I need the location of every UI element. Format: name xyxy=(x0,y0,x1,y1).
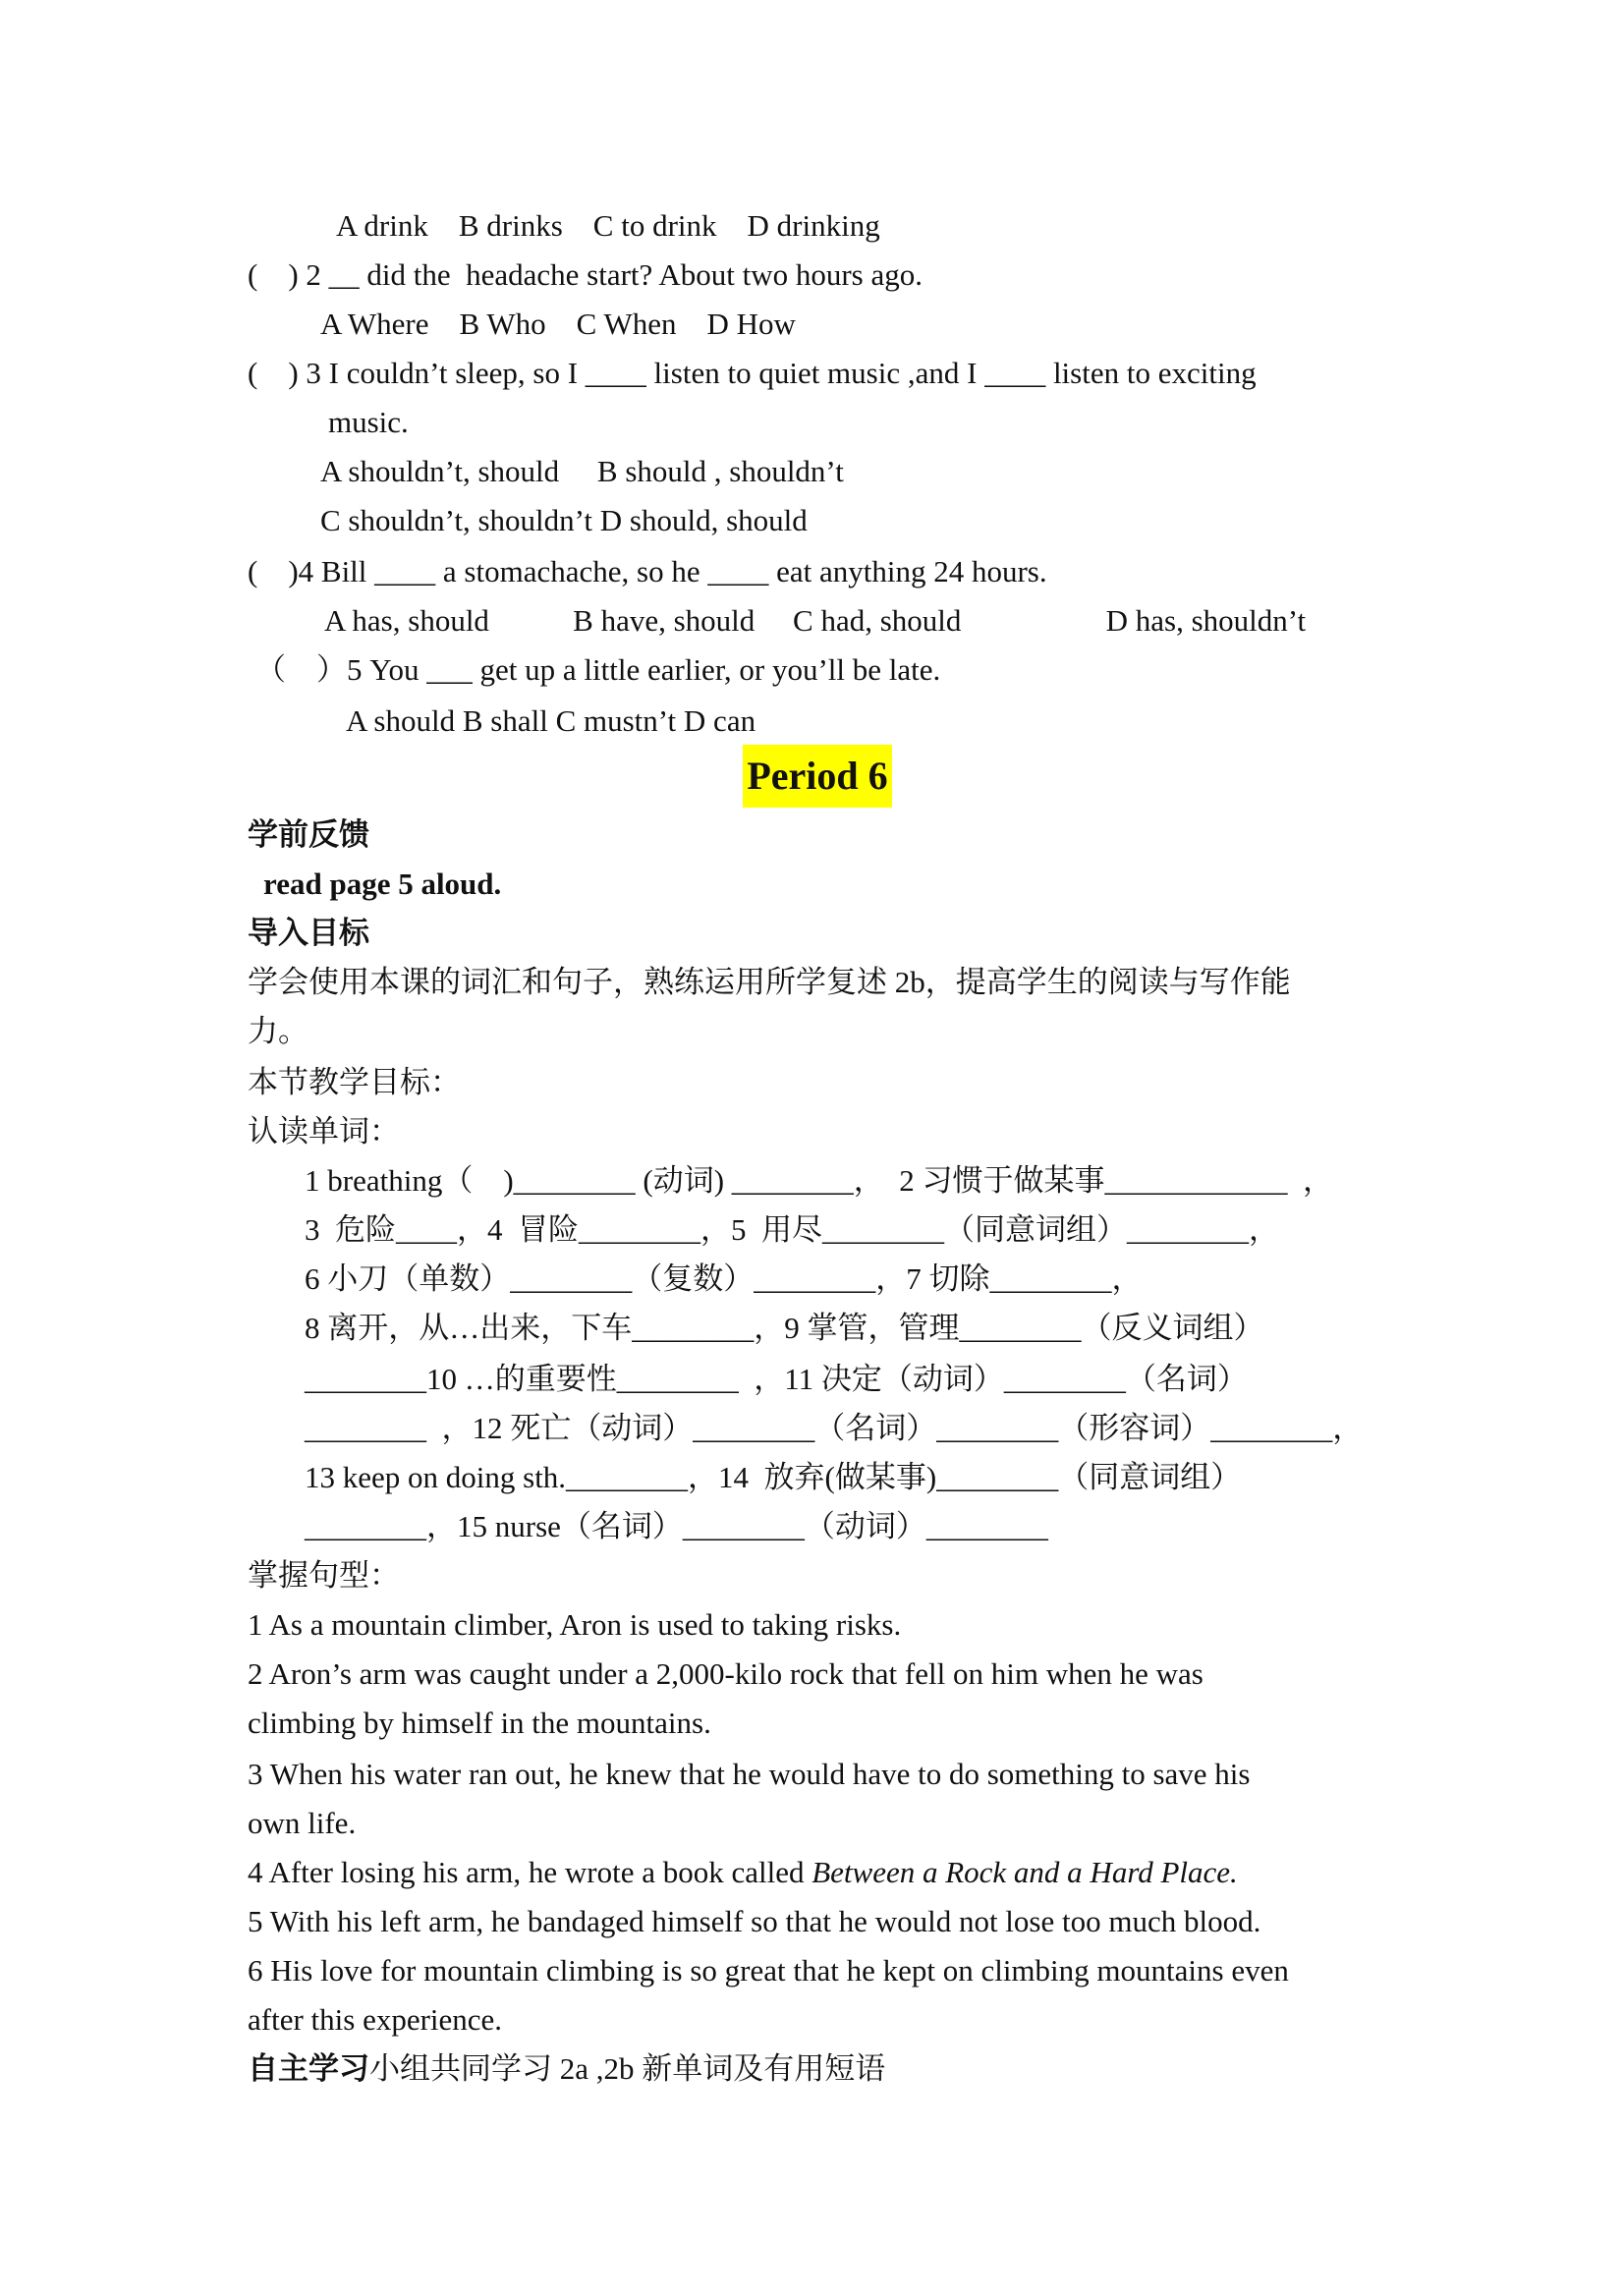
sentence-3-line1: 3 When his water ran out, he knew that he would have to do something to save his xyxy=(248,1757,1251,1791)
q2-stem: ( ) 2 __ did the headache start? About two hours ago. xyxy=(248,257,923,292)
vocab-line: 3 危险____，4 冒险________，5 用尽________（同意词组）________， xyxy=(305,1212,1279,1247)
q3-stem-continued: music. xyxy=(328,405,409,439)
q3-options-line2: C shouldn’t, shouldn’t D should, should xyxy=(320,503,808,537)
teaching-goal-label: 本节教学目标： xyxy=(248,1065,461,1099)
sentence-3-line2: own life. xyxy=(248,1806,357,1840)
vocab-line: ________10 …的重要性________ ，11 决定（动词）________（名词） xyxy=(305,1362,1248,1396)
q3-stem: ( ) 3 I couldn’t sleep, so I ____ listen to quiet music ,and I ____ listen to exciting xyxy=(248,356,1257,390)
sentence-2-line1: 2 Aron’s arm was caught under a 2,000-kilo rock that fell on him when he was xyxy=(248,1656,1203,1691)
vocab-line: 1 breathing（ )________ (动词) ________， 2 习惯于做某事____________ ， xyxy=(305,1163,1334,1198)
vocab-label: 认读单词： xyxy=(248,1114,400,1148)
q5-options: A should B shall C mustn’t D can xyxy=(346,703,756,738)
feedback-text: read page 5 aloud. xyxy=(263,867,502,901)
vocab-line: 13 keep on doing sth.________，14 放弃(做某事)________（同意词组） xyxy=(305,1460,1242,1494)
self-study-heading: 自主学习 xyxy=(248,2051,369,2086)
q2-options: A Where B Who C When D How xyxy=(320,307,796,341)
sentence-1: 1 As a mountain climber, Aron is used to taking risks. xyxy=(248,1607,902,1642)
objectives-line2: 力。 xyxy=(248,1014,308,1048)
vocab-line: 6 小刀（单数）________（复数）________，7 切除________， xyxy=(305,1261,1143,1296)
q4-options: A has, should B have, should C had, should D has, shouldn’t xyxy=(324,603,1307,638)
vocab-line: ________，15 nurse（名词）________（动词）________ xyxy=(305,1509,1048,1543)
sentence-6-line1: 6 His love for mountain climbing is so great that he kept on climbing mountains even xyxy=(248,1953,1289,1988)
sentence-4 xyxy=(248,1853,1238,1892)
q3-options-line1: A shouldn’t, should B should , shouldn’t xyxy=(320,454,844,488)
vocab-line: ________ ，12 死亡（动词）________（名词）________（形容词）________， xyxy=(305,1411,1364,1445)
vocab-line: 8 离开，从…出来，下车________，9 掌管，管理________（反义词组） xyxy=(305,1311,1264,1345)
feedback-heading: 学前反馈 xyxy=(248,817,369,852)
sentence-2-line2: climbing by himself in the mountains. xyxy=(248,1706,711,1740)
q5-stem: （ ）5 You ___ get up a little earlier, or you’ll be late. xyxy=(255,652,941,687)
sentence-5: 5 With his left arm, he bandaged himself so that he would not lose too much blood. xyxy=(248,1904,1261,1938)
objectives-line1: 学会使用本课的词汇和句子，熟练运用所学复述 2b，提高学生的阅读与写作能 xyxy=(248,965,1291,999)
book-title: Between a Rock and a Hard Place. xyxy=(812,1855,1238,1889)
self-study xyxy=(248,2049,885,2089)
q4-stem: ( )4 Bill ____ a stomachache, so he ____ eat anything 24 hours. xyxy=(248,554,1047,588)
sentence-4-text: 4 After losing his arm, he wrote a book called xyxy=(248,1855,812,1889)
objectives-heading: 导入目标 xyxy=(248,916,369,950)
q1-options: A drink B drinks C to drink D drinking xyxy=(336,208,880,243)
period-title: Period 6 xyxy=(743,745,892,808)
self-study-text: 小组共同学习 2a ,2b 新单词及有用短语 xyxy=(369,2051,886,2086)
sentences-heading: 掌握句型： xyxy=(248,1558,400,1593)
sentence-6-line2: after this experience. xyxy=(248,2002,503,2037)
